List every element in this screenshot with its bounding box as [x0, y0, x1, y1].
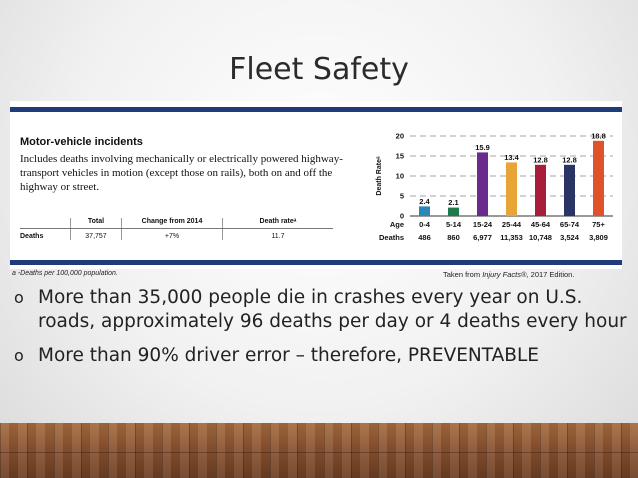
bar-value-label: 18.8 — [591, 131, 606, 141]
summary-header-row — [20, 218, 333, 229]
y-tick-label: 15 — [395, 151, 404, 161]
x-tick-label: 45-64 — [530, 220, 551, 229]
deaths-value-label: 486 — [418, 233, 431, 242]
footnote: a -Deaths per 100,000 population. — [12, 270, 118, 277]
y-axis-label: Death Rateᵃ — [376, 156, 383, 196]
bullet-list — [14, 286, 629, 378]
header-total: Total — [71, 218, 122, 229]
x-tick-label: 5-14 — [445, 220, 462, 229]
bar-value-label: 13.4 — [504, 152, 519, 162]
bullet-item — [14, 286, 629, 334]
bar — [448, 208, 459, 216]
summary-corner — [20, 218, 71, 229]
bar — [564, 165, 575, 216]
x-tick-label: 75+ — [592, 220, 605, 229]
header-change: Change from 2014 — [122, 218, 223, 229]
x-tick-label: 25-44 — [501, 220, 522, 229]
bar — [593, 141, 604, 216]
bar-value-label: 2.4 — [419, 196, 430, 206]
summary-table — [20, 218, 333, 240]
row-label-deaths: Deaths — [20, 233, 44, 240]
bullet-text: More than 35,000 people die in crashes every year on U.S. roads, approximately 96 deaths per day or 4 deaths every hour — [38, 287, 627, 332]
x-tick-label: 65-74 — [559, 220, 580, 229]
wood-floor — [0, 423, 638, 478]
value-change: +7% — [122, 229, 223, 241]
injury-facts-panel — [10, 101, 622, 269]
deaths-value-label: 10,748 — [529, 233, 552, 242]
bar — [506, 162, 517, 216]
bar-value-label: 2.1 — [448, 198, 459, 208]
bar-value-label: 12.8 — [562, 155, 577, 165]
bar — [419, 206, 430, 216]
source-prefix: Taken from — [443, 270, 483, 279]
death-rate-chart — [368, 129, 618, 249]
bottom-rule — [10, 260, 622, 265]
x-tick-label: 15-24 — [472, 220, 493, 229]
bullet-text: More than 90% driver error – therefore, PREVENTABLE — [38, 345, 539, 366]
y-tick-label: 20 — [395, 131, 404, 141]
deaths-value-label: 3,524 — [560, 233, 579, 242]
source-title: Injury Facts® — [482, 270, 527, 279]
header-death-rate: Death rateᵃ — [223, 218, 334, 229]
y-tick-label: 5 — [399, 191, 404, 201]
incidents-heading: Motor-vehicle incidents — [20, 136, 143, 148]
deaths-value-label: 6,977 — [473, 233, 492, 242]
floor-seam — [0, 452, 638, 453]
bar-value-label: 12.8 — [533, 155, 548, 165]
x-tick-label: 0-4 — [419, 220, 430, 229]
bar — [477, 152, 488, 216]
value-total: 37,757 — [71, 229, 122, 241]
age-row-label: Age — [389, 220, 404, 229]
deaths-value-label: 11,353 — [500, 233, 523, 242]
summary-data-row — [20, 229, 333, 241]
y-tick-label: 0 — [399, 211, 404, 221]
incidents-description: Includes deaths involving mechanically or electrically powered highway-transport vehicles in motion (except those on rails), both on and off the highway or street. — [20, 153, 343, 193]
bullet-item — [14, 344, 629, 368]
bullet-marker: o — [14, 288, 24, 307]
value-death-rate: 11.7 — [223, 229, 334, 241]
bar-value-label: 15.9 — [475, 142, 490, 152]
bullet-marker: o — [14, 346, 24, 365]
y-tick-label: 10 — [395, 171, 404, 181]
deaths-row-label: Deaths — [378, 233, 404, 242]
slide-title: Fleet Safety — [229, 52, 409, 87]
bar — [535, 165, 546, 216]
top-rule — [10, 107, 622, 112]
source-suffix: , 2017 Edition. — [526, 270, 575, 279]
deaths-value-label: 860 — [447, 233, 460, 242]
deaths-value-label: 3,809 — [589, 233, 608, 242]
source-credit — [443, 270, 574, 279]
